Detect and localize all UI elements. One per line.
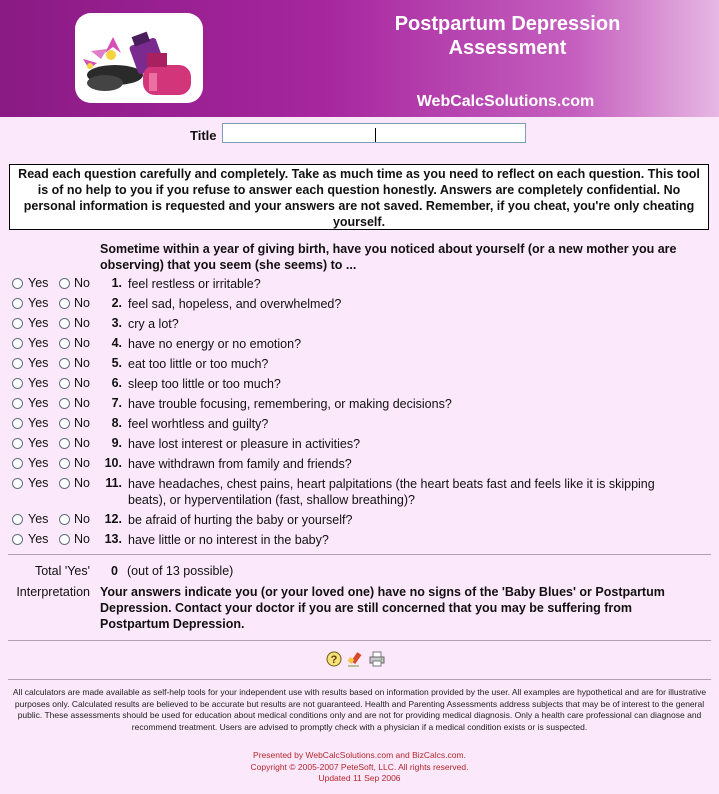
- question-number: 9.: [111, 436, 122, 450]
- question-number: 4.: [111, 336, 122, 350]
- yes-radio[interactable]: [12, 514, 23, 525]
- yes-label: Yes: [28, 276, 49, 290]
- no-label: No: [74, 436, 90, 450]
- interpretation-label: Interpretation: [16, 585, 90, 599]
- no-label: No: [74, 396, 90, 410]
- question-text: have withdrawn from family and friends?: [128, 457, 352, 471]
- question-number: 3.: [111, 316, 122, 330]
- question-number: 2.: [111, 296, 122, 310]
- no-radio[interactable]: [59, 534, 70, 545]
- question-number: 1.: [111, 276, 122, 290]
- divider: [8, 554, 711, 555]
- no-radio[interactable]: [59, 278, 70, 289]
- interpretation-text: Your answers indicate you (or your loved one) have no signs of the 'Baby Blues' or Postpartum Depression. Contact your doctor if you are still concerned that you may be suffering from Postpartum Depression.: [100, 585, 665, 631]
- divider: [8, 640, 711, 641]
- question-number: 5.: [111, 356, 122, 370]
- help-icon[interactable]: [326, 651, 342, 667]
- no-radio[interactable]: [59, 318, 70, 329]
- yes-label: Yes: [28, 316, 49, 330]
- yes-label: Yes: [28, 476, 49, 490]
- yes-label: Yes: [28, 356, 49, 370]
- site-name: WebCalcSolutions.com: [416, 93, 595, 110]
- no-label: No: [74, 416, 90, 430]
- title-input[interactable]: [222, 123, 526, 143]
- no-radio[interactable]: [59, 418, 70, 429]
- footer-presented-by: Presented by WebCalcSolutions.com and BizCalcs.com.: [253, 750, 466, 760]
- footer: [0, 750, 719, 785]
- yes-radio[interactable]: [12, 398, 23, 409]
- question-text: have little or no interest in the baby?: [128, 533, 329, 547]
- question-text: feel restless or irritable?: [128, 277, 261, 291]
- yes-label: Yes: [28, 416, 49, 430]
- yes-label: Yes: [28, 532, 49, 546]
- yes-label: Yes: [28, 512, 49, 526]
- eraser-icon[interactable]: [347, 651, 363, 667]
- yes-radio[interactable]: [12, 338, 23, 349]
- title-label: Title: [190, 128, 217, 143]
- yes-label: Yes: [28, 456, 49, 470]
- question-text: have no energy or no emotion?: [128, 337, 302, 351]
- yes-label: Yes: [28, 376, 49, 390]
- printer-icon[interactable]: [369, 651, 385, 667]
- question-number: 11.: [105, 476, 122, 490]
- question-number: 7.: [111, 396, 122, 410]
- flowers-and-bottles-logo: [75, 13, 203, 103]
- question-text: eat too little or too much?: [128, 357, 269, 371]
- yes-radio[interactable]: [12, 438, 23, 449]
- no-label: No: [74, 456, 90, 470]
- question-intro: Sometime within a year of giving birth, have you noticed about yourself (or a new mother you are observing) that you seem (she seems) to ...: [100, 242, 677, 272]
- question-number: 6.: [111, 376, 122, 390]
- total-note: (out of 13 possible): [127, 564, 234, 578]
- yes-radio[interactable]: [12, 478, 23, 489]
- yes-label: Yes: [28, 296, 49, 310]
- yes-radio[interactable]: [12, 378, 23, 389]
- no-label: No: [74, 512, 90, 526]
- footer-copyright: Copyright © 2005-2007 PeteSoft, LLC. All rights reserved.: [250, 761, 469, 772]
- yes-label: Yes: [28, 396, 49, 410]
- yes-radio[interactable]: [12, 534, 23, 545]
- total-label: Total 'Yes': [34, 564, 90, 578]
- disclaimer-text: All calculators are made available as self-help tools for your independent use with results based on information provided by the user. All examples are hypothetical and are for illustrative purposes only. Calculated results are believed to be accurate but results are not guaranteed. Health and Parenting Assessments address subjects that may be of interest to the general public. These assessments should be used for education about medical conditions only and are not for providing medical diagnosis. Only a health care professional can diagnose and recommend treatment. Users are advised to promptly check with a physician if a medical condition exists or is suspected.: [12, 687, 707, 732]
- yes-radio[interactable]: [12, 358, 23, 369]
- no-label: No: [74, 296, 90, 310]
- divider: [8, 679, 711, 680]
- no-label: No: [74, 336, 90, 350]
- question-text: cry a lot?: [128, 317, 179, 331]
- no-label: No: [74, 532, 90, 546]
- title-row: [0, 123, 719, 147]
- yes-radio[interactable]: [12, 318, 23, 329]
- yes-label: Yes: [28, 436, 49, 450]
- no-label: No: [74, 476, 90, 490]
- yes-radio[interactable]: [12, 418, 23, 429]
- no-radio[interactable]: [59, 358, 70, 369]
- yes-radio[interactable]: [12, 458, 23, 469]
- no-label: No: [74, 316, 90, 330]
- svg-text:?: ?: [330, 654, 338, 666]
- footer-updated: Updated 11 Sep 2006: [318, 773, 401, 783]
- question-number: 13.: [104, 532, 122, 546]
- question-number: 8.: [111, 416, 122, 430]
- no-radio[interactable]: [59, 458, 70, 469]
- question-text: have lost interest or pleasure in activities?: [128, 437, 361, 451]
- question-number: 12.: [104, 512, 122, 526]
- question-number: 10.: [104, 456, 122, 470]
- question-text: feel sad, hopeless, and overwhelmed?: [128, 297, 342, 311]
- question-text: have headaches, chest pains, heart palpitations (the heart beats fast and feels like it is skipping beats), or hyperventilation (fast, shallow breathing)?: [128, 477, 655, 507]
- header-banner: [0, 0, 719, 117]
- no-radio[interactable]: [59, 478, 70, 489]
- instructions-notice: Read each question carefully and completely. Take as much time as you need to reflect on each question. This tool is of no help to you if you refuse to answer each question honestly. Answers are completely confidential. No personal information is requested and your answers are not saved. Remember, if you cheat, you're only cheating yourself.: [9, 164, 709, 230]
- no-radio[interactable]: [59, 438, 70, 449]
- question-text: be afraid of hurting the baby or yourself?: [128, 513, 353, 527]
- no-radio[interactable]: [59, 298, 70, 309]
- yes-radio[interactable]: [12, 278, 23, 289]
- no-radio[interactable]: [59, 378, 70, 389]
- no-radio[interactable]: [59, 398, 70, 409]
- no-label: No: [74, 356, 90, 370]
- question-text: have trouble focusing, remembering, or making decisions?: [128, 397, 452, 411]
- no-label: No: [74, 376, 90, 390]
- text-caret: [375, 128, 376, 142]
- no-radio[interactable]: [59, 514, 70, 525]
- yes-label: Yes: [28, 336, 49, 350]
- question-text: sleep too little or too much?: [128, 377, 281, 391]
- question-text: feel worhtless and guilty?: [128, 417, 269, 431]
- no-label: No: [74, 276, 90, 290]
- no-radio[interactable]: [59, 338, 70, 349]
- page-title: Postpartum Depression Assessment: [394, 13, 621, 59]
- yes-radio[interactable]: [12, 298, 23, 309]
- total-value: 0: [111, 564, 118, 578]
